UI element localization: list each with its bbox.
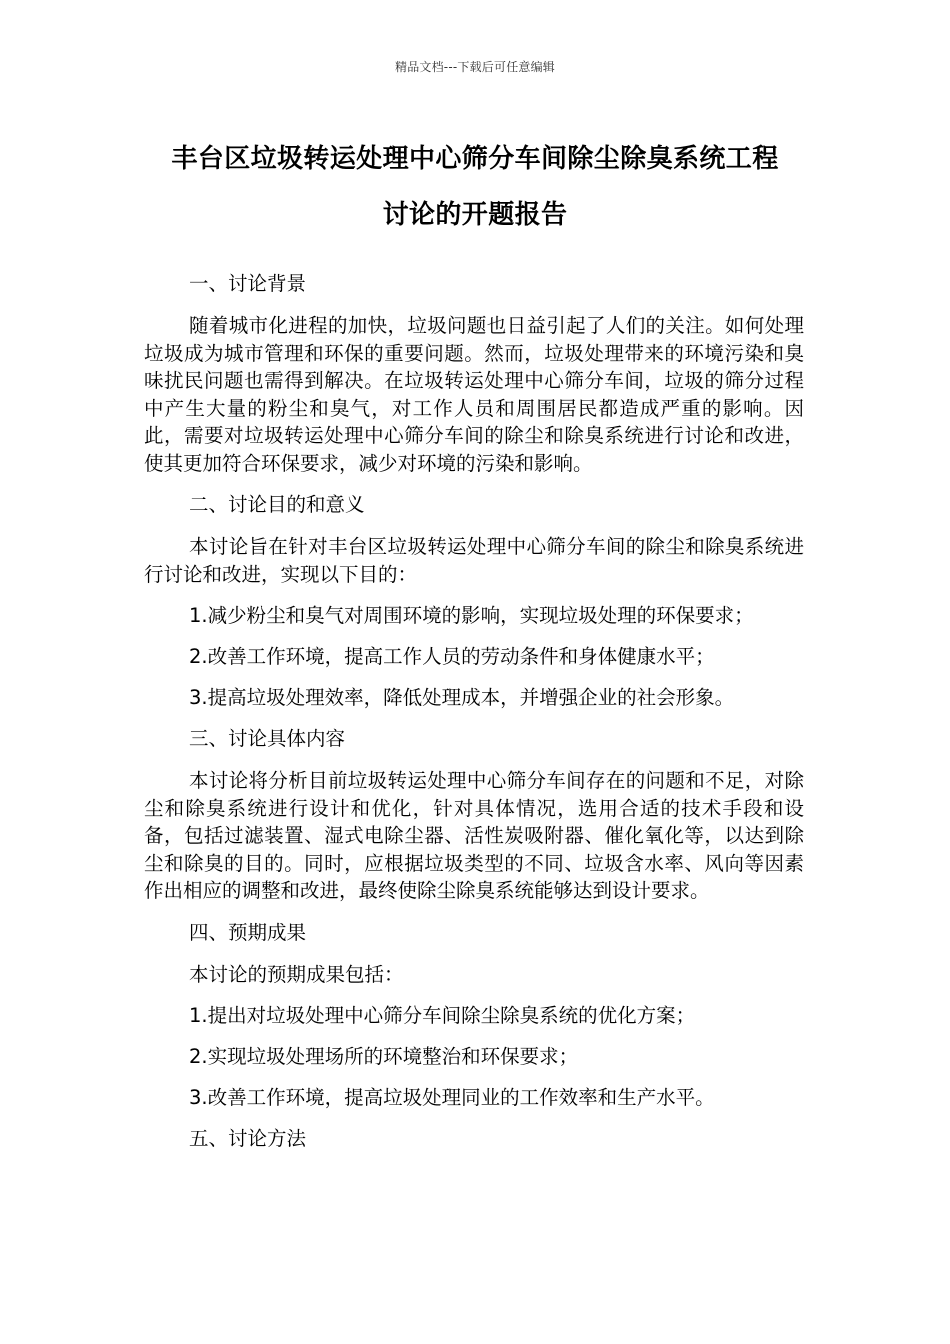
document-title-line-1: 丰台区垃圾转运处理中心筛分车间除尘除臭系统工程 (171, 144, 779, 174)
section-paragraph-background: 随着城市化进程的加快，垃圾问题也日益引起了人们的关注。如何处理垃圾成为城市管理和环保的重要问题。然而，垃圾处理带来的环境污染和臭味扰民问题也需得到解决。在垃圾转运处理中心筛分车间，垃圾的筛分过程中产生大量的粉尘和臭气，对工作人员和周围居民都造成严重的影响。因此，需要对垃圾转运处理中心筛分车间的除尘和除臭系统进行讨论和改进，使其更加符合环保要求，减少对环境的污染和影响。 (144, 314, 804, 475)
document-title-line-2: 讨论的开题报告 (382, 200, 568, 230)
section-heading-methods: 五、讨论方法 (189, 1126, 307, 1150)
section-heading-content: 三、讨论具体内容 (189, 727, 346, 750)
document-body (144, 270, 804, 1167)
section-paragraph-content: 本讨论将分析目前垃圾转运处理中心筛分车间存在的问题和不足，对除尘和除臭系统进行设计和优化，针对具体情况，选用合适的技术手段和设备，包括过滤装置、湿式电除尘器、活性炭吸附器、催化氧化等，以达到除尘和除臭的目的。同时，应根据垃圾类型的不同、垃圾含水率、风向等因素作出相应的调整和改进，最终使除尘除臭系统能够达到设计要求。 (144, 769, 804, 902)
section-paragraph-expected-results: 本讨论的预期成果包括： (189, 962, 404, 986)
list-item: 3.改善工作环境，提高垃圾处理同业的工作效率和生产水平。 (189, 1085, 715, 1109)
section-heading-background: 一、讨论背景 (189, 272, 307, 295)
header-note: 精品文档---下载后可任意编辑 (395, 60, 555, 74)
list-item: 3.提高垃圾处理效率，降低处理成本，并增强企业的社会形象。 (189, 686, 735, 709)
list-item: 1.提出对垃圾处理中心筛分车间除尘除臭系统的优化方案； (189, 1003, 696, 1027)
list-item: 2.实现垃圾处理场所的环境整治和环保要求； (189, 1044, 579, 1068)
section-heading-expected-results: 四、预期成果 (189, 920, 307, 944)
section-paragraph-purpose: 本讨论旨在针对丰台区垃圾转运处理中心筛分车间的除尘和除臭系统进行讨论和改进，实现以下目的： (144, 535, 804, 586)
list-item: 2.改善工作环境，提高工作人员的劳动条件和身体健康水平； (189, 645, 715, 668)
list-item: 1.减少粉尘和臭气对周围环境的影响，实现垃圾处理的环保要求； (189, 604, 754, 627)
section-heading-purpose: 二、讨论目的和意义 (189, 493, 365, 516)
